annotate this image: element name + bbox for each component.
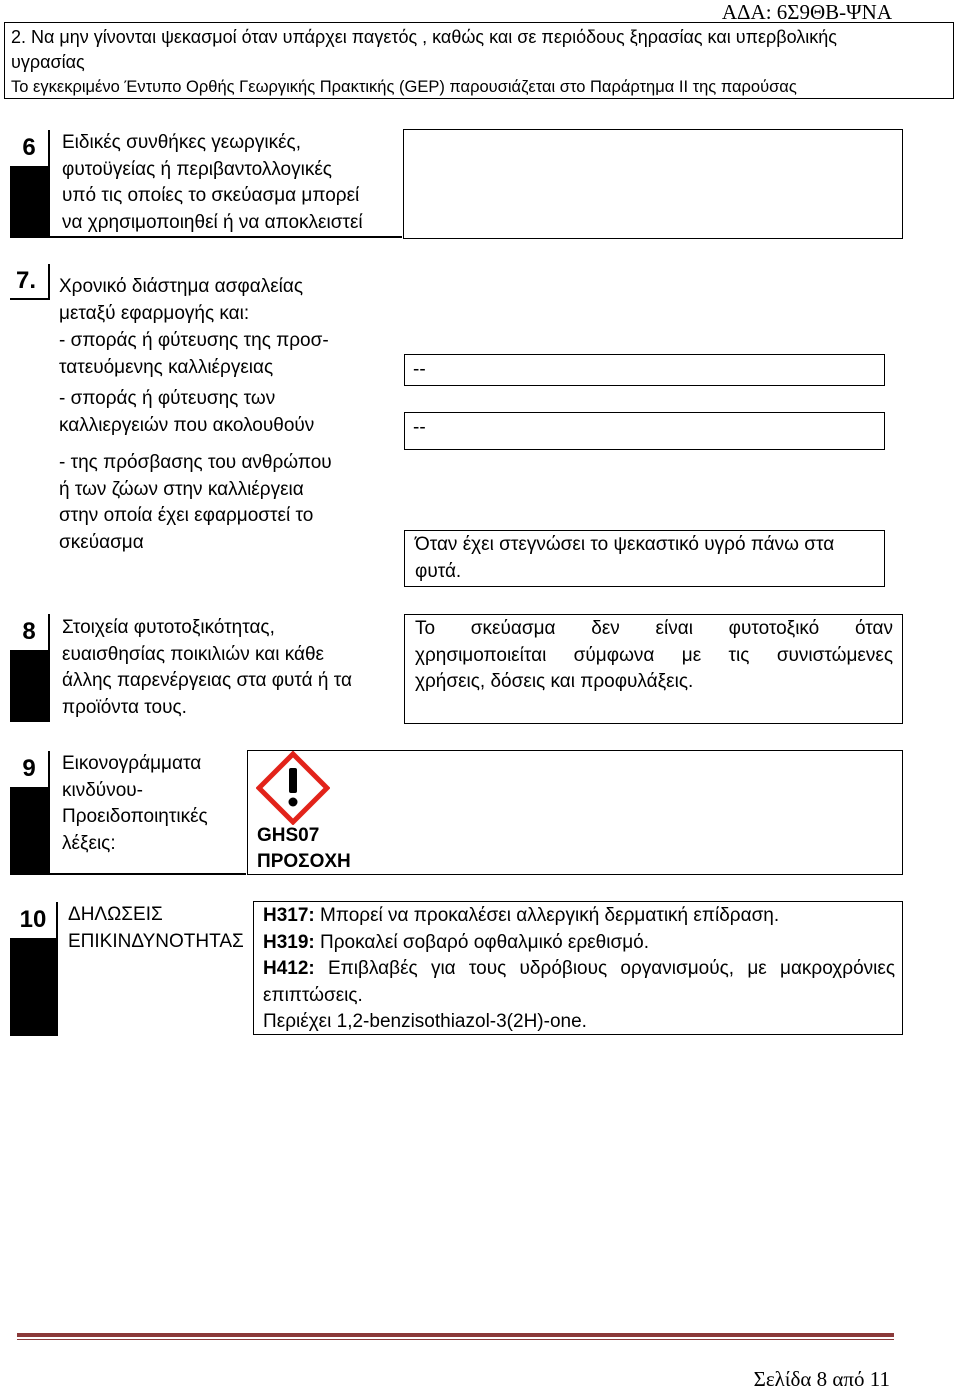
section-7-sub1-label xyxy=(59,328,399,381)
section-7-sub2-value: -- xyxy=(413,417,426,438)
h319-code: H319: xyxy=(263,931,315,953)
section-7-intro xyxy=(59,274,399,327)
value-line: Το σκεύασμα δεν είναι φυτοτοξικό όταν xyxy=(415,618,893,639)
label-line: Προειδοποιητικές xyxy=(62,806,208,828)
note-line-2: υγρασίας xyxy=(11,52,85,72)
label-line: - σποράς ή φύτευσης των xyxy=(59,388,276,409)
h412-text-cont: επιπτώσεις. xyxy=(263,984,363,1006)
section-6-value-box xyxy=(403,129,903,239)
label-line: σκεύασμα xyxy=(59,531,144,553)
exclamation-bar xyxy=(289,768,297,793)
label-line: Στοιχεία φυτοτοξικότητας, xyxy=(62,617,275,638)
hazard-h412 xyxy=(263,956,895,983)
footer-rule-thin xyxy=(17,1339,894,1340)
ghs-code: GHS07 xyxy=(257,825,320,846)
label-line: μεταξύ εφαρμογής και: xyxy=(59,302,250,324)
section-7-sub2-value-box xyxy=(404,412,885,450)
label-line: ευαισθησίας ποικιλιών και κάθε xyxy=(62,643,325,665)
hazard-statements xyxy=(263,903,895,1036)
section-6-label xyxy=(62,130,402,236)
note-line-3: Το εγκεκριμένο Έντυπο Ορθής Γεωργικής Πρακτικής (GEP) παρουσιάζεται στο Παράρτημα ΙΙ της παρούσας xyxy=(11,78,797,96)
value-line: χρησιμοποιείται σύμφωνα με τις συνιστώμενες xyxy=(415,644,893,666)
section-7-sub3-value-box xyxy=(404,530,885,587)
section-10-label-rule xyxy=(10,1034,58,1036)
section-7-sub2-label xyxy=(59,386,399,439)
section-8-number: 8 xyxy=(10,614,48,650)
label-line: προϊόντα τους. xyxy=(62,696,187,718)
label-line: - σποράς ή φύτευσης της προσ- xyxy=(59,330,329,351)
section-9-number-block xyxy=(10,751,50,874)
h317-code: H317: xyxy=(263,905,315,926)
section-6-number: 6 xyxy=(10,130,48,166)
section-10-value-box xyxy=(253,901,903,1035)
section-8-number-block xyxy=(10,614,50,722)
note-line-1: 2. Να μην γίνονται ψεκασμοί όταν υπάρχει παγετός , καθώς και σε περιόδους ξηρασίας και υπερβολικής xyxy=(11,27,837,47)
value-line: Όταν έχει στεγνώσει το ψεκαστικό υγρό πάνω στα xyxy=(415,534,835,555)
section-9-label xyxy=(62,751,242,857)
h412-text: Επιβλαβές για τους υδρόβιους οργανισμούς, με μακροχρόνιες xyxy=(314,958,895,980)
section-7-sub3-value xyxy=(415,532,877,585)
footer-rule xyxy=(17,1333,894,1337)
h319-text: Προκαλεί σοβαρό οφθαλμικό ερεθισμό. xyxy=(314,931,649,953)
h317-text: Μπορεί να προκαλέσει αλλεργική δερματική επίδραση. xyxy=(314,905,780,926)
application-notes-box xyxy=(4,22,954,99)
signal-word: ΠΡΟΣΟΧΗ xyxy=(257,851,351,872)
exclamation-dot xyxy=(289,798,298,807)
label-line: κινδύνου- xyxy=(62,779,143,801)
hazard-h317 xyxy=(263,903,895,930)
hazard-h319 xyxy=(263,930,895,957)
section-7-sub1-value-box xyxy=(404,354,885,386)
ghs07-exclamation-pictogram-icon xyxy=(256,751,330,825)
label-line: Χρονικό διάστημα ασφαλείας xyxy=(59,276,304,297)
label-line: ΔΗΛΩΣΕΙΣ xyxy=(68,904,163,925)
label-line: υπό τις οποίες το σκεύασμα μπορεί xyxy=(62,185,360,207)
section-6-number-block xyxy=(10,130,50,238)
label-line: ΕΠΙΚΙΝΔΥΝΟΤΗΤΑΣ xyxy=(68,930,244,952)
label-line: φυτοϋγείας ή περιβαντολλογικές xyxy=(62,158,332,180)
label-line: Εικονογράμματα xyxy=(62,753,202,774)
section-10-number: 10 xyxy=(10,902,56,938)
section-9-label-rule xyxy=(10,873,246,875)
label-line: να χρησιμοποιηθεί ή να αποκλειστεί xyxy=(62,211,363,233)
page-number: Σελίδα 8 από 11 xyxy=(753,1367,890,1391)
section-10-number-block xyxy=(10,902,58,1035)
label-line: άλλης παρενέργειας στα φυτά ή τα xyxy=(62,670,352,692)
section-9-number: 9 xyxy=(10,751,48,787)
section-8-value xyxy=(415,616,893,696)
contains-statement: Περιέχει 1,2-benzisothiazol-3(2H)-one. xyxy=(263,1011,587,1033)
section-7-number: 7. xyxy=(10,264,48,298)
label-line: στην οποία έχει εφαρμοστεί το xyxy=(59,505,314,527)
label-line: λέξεις: xyxy=(62,832,116,854)
h412-code: H412: xyxy=(263,958,315,980)
section-10-label xyxy=(68,902,248,955)
ada-code: ΑΔΑ: 6Σ9ΘΒ-ΨΝΑ xyxy=(721,0,892,24)
label-line: τατευόμενης καλλιέργειας xyxy=(59,356,274,378)
section-7-number-block xyxy=(10,264,50,300)
label-line: - της πρόσβασης του ανθρώπου xyxy=(59,452,332,473)
value-line: φυτά. xyxy=(415,560,462,582)
label-line: Ειδικές συνθήκες γεωργικές, xyxy=(62,132,301,153)
section-7-sub3-label xyxy=(59,450,399,556)
section-7-sub1-value: -- xyxy=(413,359,426,380)
label-line: ή των ζώων στην καλλιέργεια xyxy=(59,478,304,500)
label-line: καλλιεργειών που ακολουθούν xyxy=(59,414,315,436)
section-8-value-box xyxy=(404,614,903,724)
section-9-value-box xyxy=(247,750,903,875)
value-line: χρήσεις, δόσεις και προφυλάξεις. xyxy=(415,671,694,693)
section-8-label xyxy=(62,615,402,721)
